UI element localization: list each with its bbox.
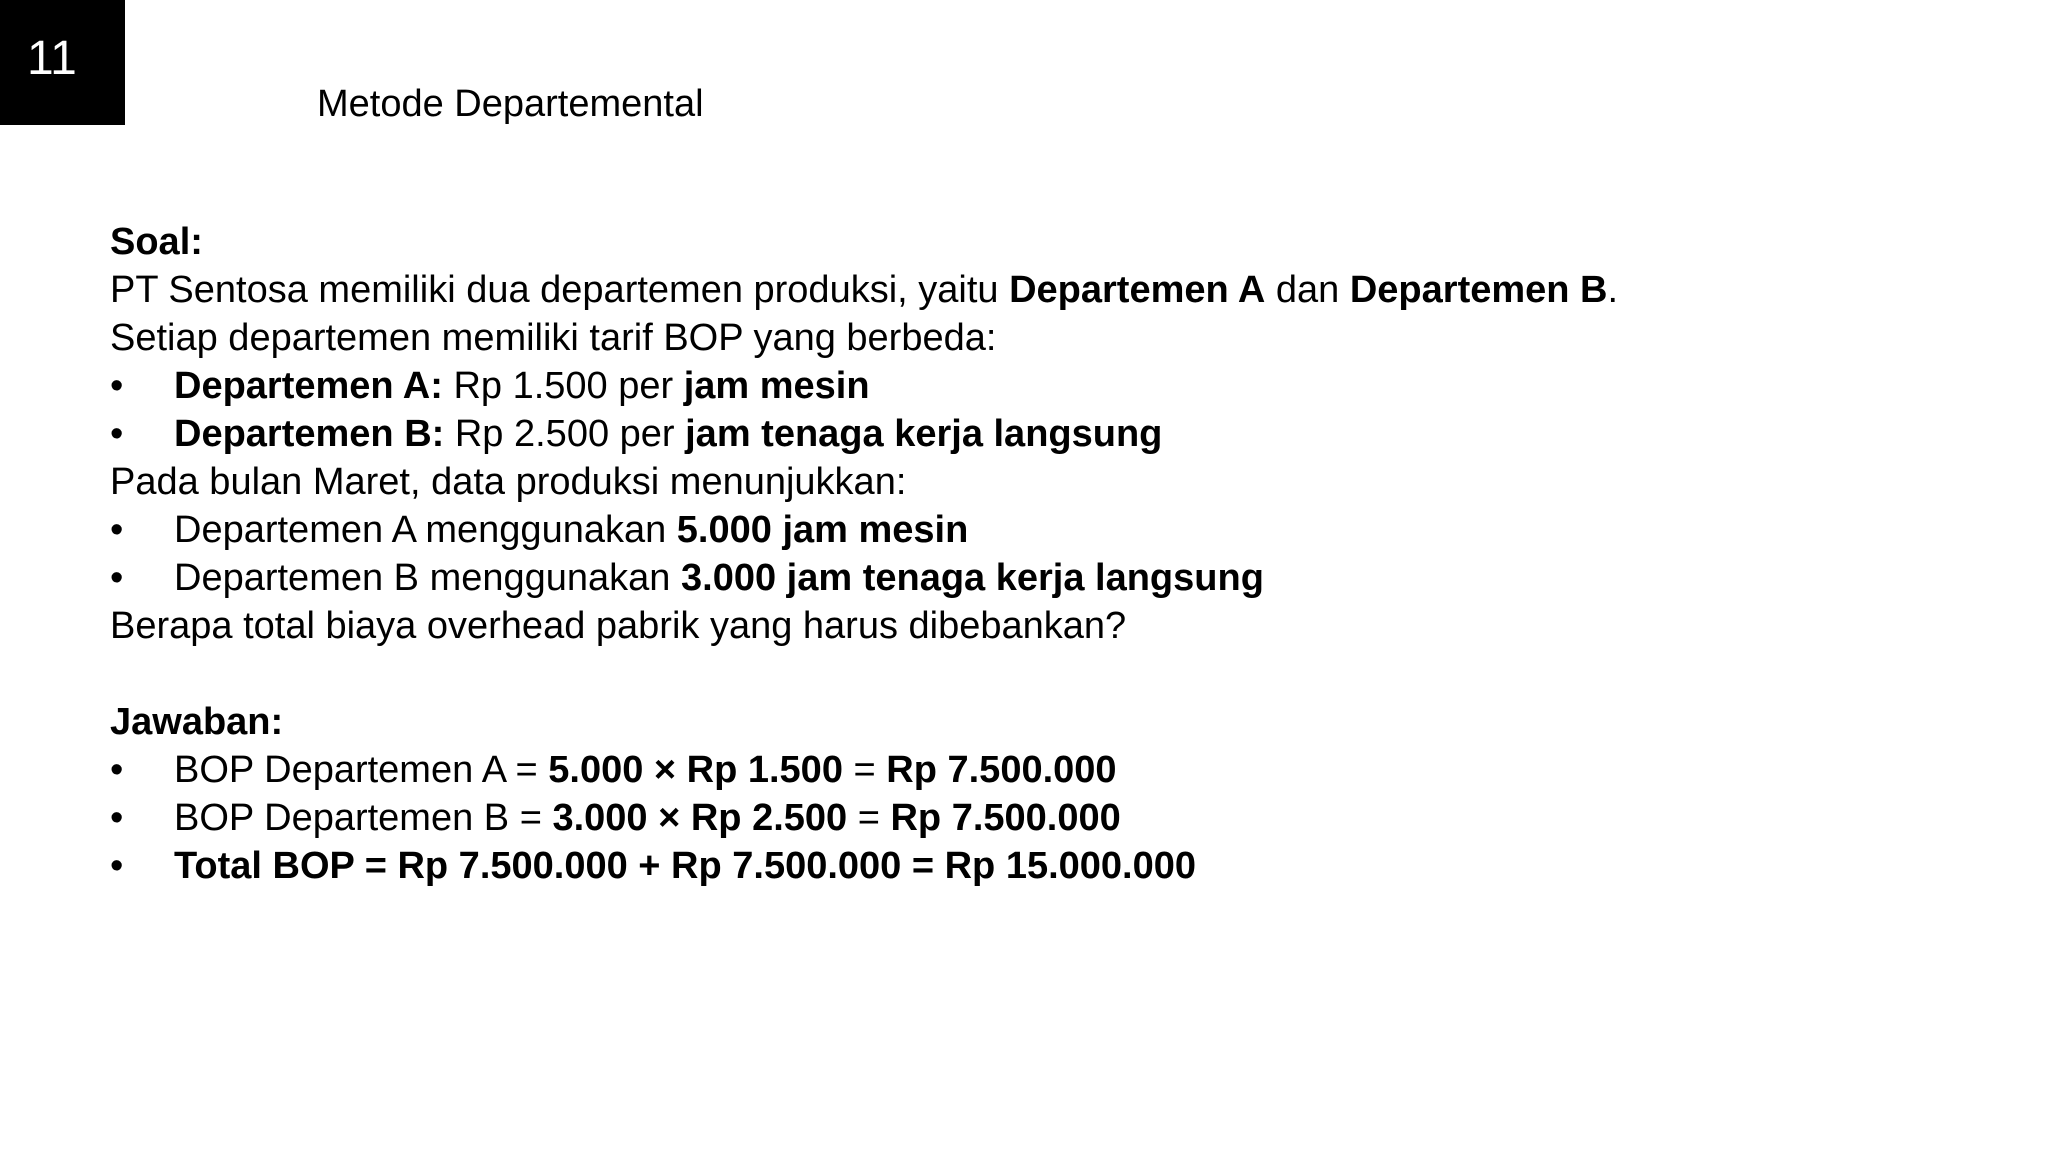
soal-intro-dept-a: Departemen A: [1009, 269, 1266, 311]
soal-tarif-intro: Setiap departemen memiliki tarif BOP yang berbeda:: [110, 317, 997, 359]
jawaban-heading: [110, 698, 1970, 746]
section-spacer: [110, 650, 1970, 698]
bop-a-eq: =: [842, 749, 887, 791]
bop-b-text: BOP Departemen B =: [174, 797, 553, 839]
jawaban-item-bop-b: [110, 794, 1970, 842]
tarif-b-unit: jam tenaga kerja langsung: [685, 413, 1163, 455]
tarif-a-label: Departemen A:: [174, 365, 443, 407]
data-a-text: Departemen A menggunakan: [174, 509, 677, 551]
bop-b-calc: 3.000 × Rp 2.500: [552, 797, 848, 839]
data-item-dept-a: [110, 506, 1970, 554]
tarif-b-label: Departemen B:: [174, 413, 445, 455]
soal-data-intro: Pada bulan Maret, data produksi menunjukkan:: [110, 461, 907, 503]
bullet-icon: •: [110, 845, 124, 887]
bop-a-calc: 5.000 × Rp 1.500: [548, 749, 843, 791]
soal-intro-text-3: .: [1607, 269, 1619, 311]
soal-intro-text-2: dan: [1265, 269, 1350, 311]
jawaban-item-bop-a: [110, 746, 1970, 794]
soal-intro-text-1: PT Sentosa memiliki dua departemen produksi, yaitu: [110, 269, 1010, 311]
slide-title: Metode Departemental: [317, 83, 704, 125]
tarif-a-unit: jam mesin: [683, 365, 870, 407]
tarif-b-text: Rp 2.500 per: [444, 413, 686, 455]
bop-a-text: BOP Departemen A =: [174, 749, 549, 791]
bullet-icon: •: [110, 557, 124, 599]
bop-b-eq: =: [847, 797, 891, 839]
bullet-icon: •: [110, 413, 124, 455]
total-bop: Total BOP = Rp 7.500.000 + Rp 7.500.000 = Rp 15.000.000: [174, 845, 1197, 887]
soal-heading-text: Soal:: [110, 221, 203, 263]
soal-intro-line: [110, 266, 1970, 314]
bop-a-result: Rp 7.500.000: [886, 749, 1117, 791]
bop-b-result: Rp 7.500.000: [890, 797, 1121, 839]
jawaban-item-total: [110, 842, 1970, 890]
bullet-icon: •: [110, 797, 124, 839]
slide-number: 11: [0, 0, 125, 125]
data-b-text: Departemen B menggunakan: [174, 557, 681, 599]
data-b-value: 3.000 jam tenaga kerja langsung: [681, 557, 1264, 599]
tarif-item-dept-a: [110, 362, 1970, 410]
slide-content: [110, 218, 1970, 890]
bullet-icon: •: [110, 365, 124, 407]
jawaban-heading-text: Jawaban:: [110, 701, 284, 743]
soal-heading: [110, 218, 1970, 266]
data-a-value: 5.000 jam mesin: [676, 509, 969, 551]
soal-question: Berapa total biaya overhead pabrik yang harus dibebankan?: [110, 605, 1127, 647]
bullet-icon: •: [110, 509, 124, 551]
bullet-icon: •: [110, 749, 124, 791]
tarif-a-text: Rp 1.500 per: [442, 365, 684, 407]
soal-intro-dept-b: Departemen B: [1349, 269, 1608, 311]
tarif-item-dept-b: [110, 410, 1970, 458]
data-item-dept-b: [110, 554, 1970, 602]
